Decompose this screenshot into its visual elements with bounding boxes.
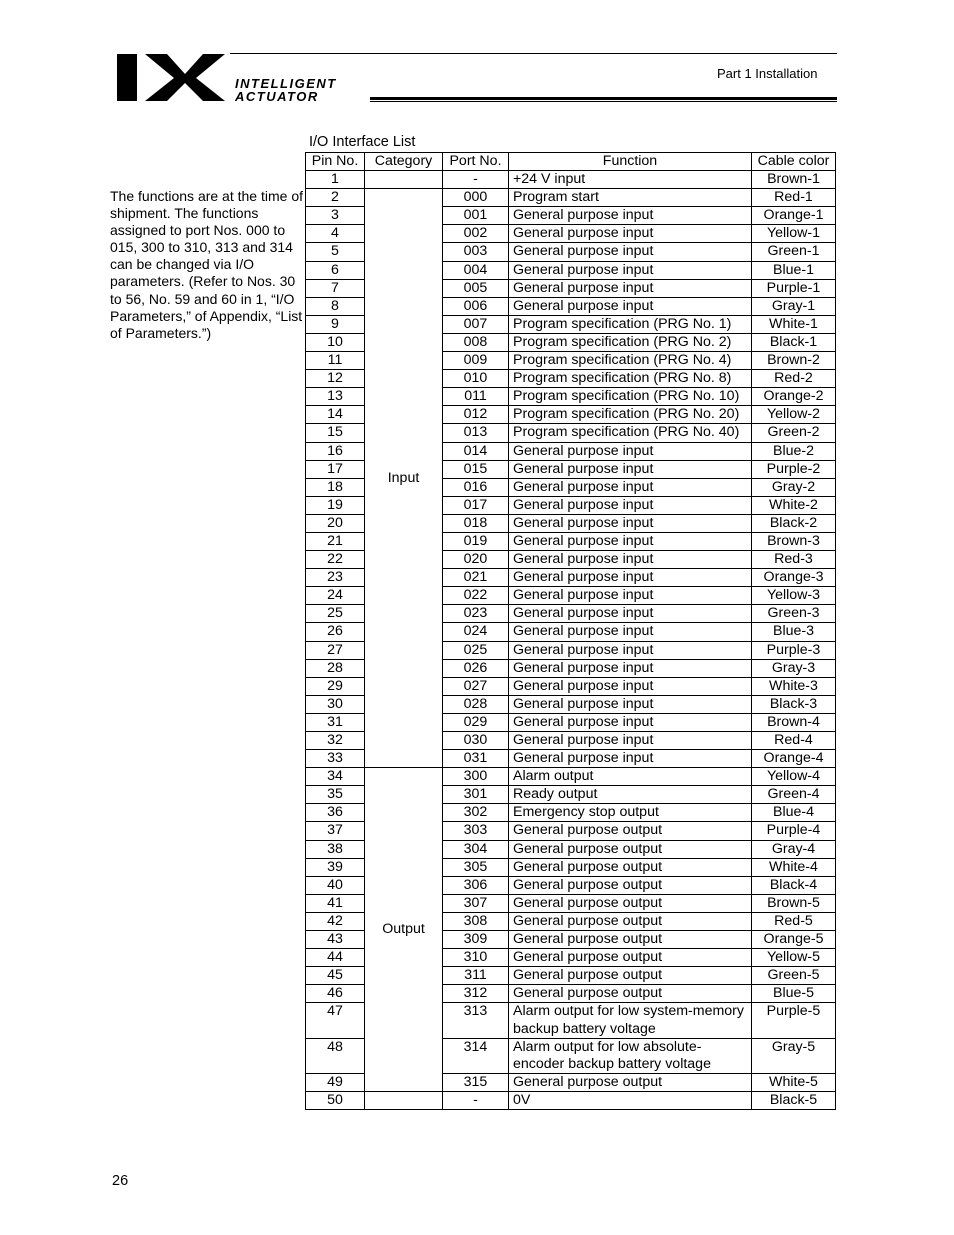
pin-cell: 17 bbox=[306, 460, 365, 478]
pin-cell: 6 bbox=[306, 261, 365, 279]
port-cell: 011 bbox=[443, 388, 509, 406]
function-cell: General purpose output bbox=[509, 822, 752, 840]
cable-color-cell: Brown-2 bbox=[752, 352, 836, 370]
port-cell: 004 bbox=[443, 261, 509, 279]
function-cell: General purpose input bbox=[509, 623, 752, 641]
port-cell: 022 bbox=[443, 587, 509, 605]
cable-color-cell: Blue-5 bbox=[752, 985, 836, 1003]
cable-color-cell: White-2 bbox=[752, 496, 836, 514]
pin-cell: 19 bbox=[306, 496, 365, 514]
function-cell: General purpose input bbox=[509, 641, 752, 659]
pin-cell: 12 bbox=[306, 370, 365, 388]
cable-color-cell: Gray-2 bbox=[752, 478, 836, 496]
function-cell: General purpose input bbox=[509, 750, 752, 768]
function-cell: General purpose input bbox=[509, 532, 752, 550]
cable-color-cell: Red-2 bbox=[752, 370, 836, 388]
cable-color-cell: Blue-2 bbox=[752, 442, 836, 460]
cable-color-cell: Black-5 bbox=[752, 1091, 836, 1109]
function-cell: General purpose output bbox=[509, 949, 752, 967]
section-label: Part 1 Installation bbox=[717, 66, 818, 81]
function-cell: General purpose output bbox=[509, 894, 752, 912]
cable-color-cell: Red-1 bbox=[752, 189, 836, 207]
category-output: Output bbox=[365, 768, 443, 1092]
port-cell: 007 bbox=[443, 315, 509, 333]
port-cell: 030 bbox=[443, 732, 509, 750]
port-cell: - bbox=[443, 1091, 509, 1109]
cable-color-cell: Blue-4 bbox=[752, 804, 836, 822]
cable-color-cell: Purple-3 bbox=[752, 641, 836, 659]
pin-cell: 37 bbox=[306, 822, 365, 840]
port-cell: 013 bbox=[443, 424, 509, 442]
pin-cell: 27 bbox=[306, 641, 365, 659]
function-cell: Alarm output for low absolute-encoder backup battery voltage bbox=[509, 1038, 752, 1073]
function-cell: General purpose output bbox=[509, 912, 752, 930]
pin-cell: 36 bbox=[306, 804, 365, 822]
pin-cell: 28 bbox=[306, 659, 365, 677]
pin-cell: 40 bbox=[306, 876, 365, 894]
cable-color-cell: Yellow-3 bbox=[752, 587, 836, 605]
port-cell: 021 bbox=[443, 569, 509, 587]
cable-color-cell: Gray-3 bbox=[752, 659, 836, 677]
header-cable-color: Cable color bbox=[752, 153, 836, 171]
pin-cell: 3 bbox=[306, 207, 365, 225]
cable-color-cell: Red-3 bbox=[752, 551, 836, 569]
pin-cell: 42 bbox=[306, 912, 365, 930]
port-cell: 027 bbox=[443, 677, 509, 695]
cable-color-cell: Orange-2 bbox=[752, 388, 836, 406]
function-cell: General purpose output bbox=[509, 858, 752, 876]
function-cell: General purpose input bbox=[509, 732, 752, 750]
cable-color-cell: Yellow-1 bbox=[752, 225, 836, 243]
pin-cell: 44 bbox=[306, 949, 365, 967]
cable-color-cell: Purple-4 bbox=[752, 822, 836, 840]
port-cell: 009 bbox=[443, 352, 509, 370]
function-cell: Program specification (PRG No. 4) bbox=[509, 352, 752, 370]
cable-color-cell: Brown-5 bbox=[752, 894, 836, 912]
pin-cell: 11 bbox=[306, 352, 365, 370]
function-cell: General purpose input bbox=[509, 496, 752, 514]
pin-cell: 39 bbox=[306, 858, 365, 876]
function-cell: General purpose input bbox=[509, 207, 752, 225]
port-cell: 023 bbox=[443, 605, 509, 623]
pin-cell: 21 bbox=[306, 532, 365, 550]
port-cell: 001 bbox=[443, 207, 509, 225]
port-cell: 304 bbox=[443, 840, 509, 858]
pin-cell: 24 bbox=[306, 587, 365, 605]
cable-color-cell: Green-2 bbox=[752, 424, 836, 442]
header-function: Function bbox=[509, 153, 752, 171]
function-cell: Program specification (PRG No. 20) bbox=[509, 406, 752, 424]
cable-color-cell: Green-1 bbox=[752, 243, 836, 261]
pin-cell: 32 bbox=[306, 732, 365, 750]
port-cell: 314 bbox=[443, 1038, 509, 1073]
function-cell: General purpose output bbox=[509, 931, 752, 949]
port-cell: 016 bbox=[443, 478, 509, 496]
pin-cell: 8 bbox=[306, 297, 365, 315]
port-cell: 303 bbox=[443, 822, 509, 840]
port-cell: 028 bbox=[443, 695, 509, 713]
port-cell: 018 bbox=[443, 514, 509, 532]
pin-cell: 23 bbox=[306, 569, 365, 587]
function-cell: General purpose input bbox=[509, 677, 752, 695]
pin-cell: 15 bbox=[306, 424, 365, 442]
pin-cell: 45 bbox=[306, 967, 365, 985]
function-cell: Program specification (PRG No. 40) bbox=[509, 424, 752, 442]
port-cell: 029 bbox=[443, 713, 509, 731]
port-cell: 026 bbox=[443, 659, 509, 677]
cable-color-cell: Purple-5 bbox=[752, 1003, 836, 1038]
port-cell: 305 bbox=[443, 858, 509, 876]
function-cell: General purpose input bbox=[509, 460, 752, 478]
pin-cell: 13 bbox=[306, 388, 365, 406]
cable-color-cell: Gray-1 bbox=[752, 297, 836, 315]
cable-color-cell: Purple-1 bbox=[752, 279, 836, 297]
pin-cell: 18 bbox=[306, 478, 365, 496]
function-cell: General purpose input bbox=[509, 605, 752, 623]
port-cell: 312 bbox=[443, 985, 509, 1003]
port-cell: 012 bbox=[443, 406, 509, 424]
port-cell: 311 bbox=[443, 967, 509, 985]
pin-cell: 1 bbox=[306, 171, 365, 189]
pin-cell: 10 bbox=[306, 333, 365, 351]
function-cell: General purpose output bbox=[509, 1073, 752, 1091]
cable-color-cell: Brown-3 bbox=[752, 532, 836, 550]
brand-line1: INTELLIGENT bbox=[235, 76, 337, 91]
header-port: Port No. bbox=[443, 153, 509, 171]
pin-cell: 9 bbox=[306, 315, 365, 333]
function-cell: Program start bbox=[509, 189, 752, 207]
pin-cell: 2 bbox=[306, 189, 365, 207]
cable-color-cell: Black-1 bbox=[752, 333, 836, 351]
port-cell: 008 bbox=[443, 333, 509, 351]
pin-cell: 38 bbox=[306, 840, 365, 858]
port-cell: 000 bbox=[443, 189, 509, 207]
io-interface-table bbox=[305, 152, 836, 1110]
pin-cell: 5 bbox=[306, 243, 365, 261]
function-cell: General purpose input bbox=[509, 569, 752, 587]
cable-color-cell: White-1 bbox=[752, 315, 836, 333]
header-rule-bottom-thin bbox=[370, 101, 837, 102]
port-cell: 002 bbox=[443, 225, 509, 243]
function-cell: General purpose input bbox=[509, 279, 752, 297]
pin-cell: 29 bbox=[306, 677, 365, 695]
brand-line2: ACTUATOR bbox=[235, 89, 319, 104]
function-cell: Program specification (PRG No. 1) bbox=[509, 315, 752, 333]
pin-cell: 50 bbox=[306, 1091, 365, 1109]
pin-cell: 46 bbox=[306, 985, 365, 1003]
function-cell: Program specification (PRG No. 10) bbox=[509, 388, 752, 406]
category-cell-empty bbox=[365, 171, 443, 189]
cable-color-cell: Blue-1 bbox=[752, 261, 836, 279]
table-row bbox=[306, 1091, 836, 1109]
port-cell: 019 bbox=[443, 532, 509, 550]
function-cell: General purpose output bbox=[509, 876, 752, 894]
cable-color-cell: Green-5 bbox=[752, 967, 836, 985]
cable-color-cell: Purple-2 bbox=[752, 460, 836, 478]
function-cell: General purpose output bbox=[509, 985, 752, 1003]
cable-color-cell: White-5 bbox=[752, 1073, 836, 1091]
cable-color-cell: Orange-1 bbox=[752, 207, 836, 225]
pin-cell: 14 bbox=[306, 406, 365, 424]
category-input: Input bbox=[365, 189, 443, 768]
function-cell: General purpose input bbox=[509, 551, 752, 569]
pin-cell: 34 bbox=[306, 768, 365, 786]
function-cell: General purpose input bbox=[509, 713, 752, 731]
function-cell: General purpose input bbox=[509, 659, 752, 677]
table-row bbox=[306, 171, 836, 189]
pin-cell: 4 bbox=[306, 225, 365, 243]
port-cell: 025 bbox=[443, 641, 509, 659]
function-cell: General purpose input bbox=[509, 695, 752, 713]
function-cell: Emergency stop output bbox=[509, 804, 752, 822]
header-category: Category bbox=[365, 153, 443, 171]
port-cell: 017 bbox=[443, 496, 509, 514]
pin-cell: 30 bbox=[306, 695, 365, 713]
cable-color-cell: Black-3 bbox=[752, 695, 836, 713]
port-cell: 308 bbox=[443, 912, 509, 930]
table-row bbox=[306, 189, 836, 207]
pin-cell: 26 bbox=[306, 623, 365, 641]
table-header-row bbox=[306, 153, 836, 171]
function-cell: General purpose input bbox=[509, 478, 752, 496]
pin-cell: 48 bbox=[306, 1038, 365, 1073]
pin-cell: 31 bbox=[306, 713, 365, 731]
table-row bbox=[306, 768, 836, 786]
cable-color-cell: Gray-5 bbox=[752, 1038, 836, 1073]
port-cell: 307 bbox=[443, 894, 509, 912]
port-cell: 020 bbox=[443, 551, 509, 569]
pin-cell: 33 bbox=[306, 750, 365, 768]
page-number: 26 bbox=[112, 1173, 129, 1189]
cable-color-cell: Brown-1 bbox=[752, 171, 836, 189]
function-cell: 0V bbox=[509, 1091, 752, 1109]
pin-cell: 20 bbox=[306, 514, 365, 532]
port-cell: - bbox=[443, 171, 509, 189]
cable-color-cell: White-3 bbox=[752, 677, 836, 695]
function-cell: General purpose output bbox=[509, 840, 752, 858]
port-cell: 024 bbox=[443, 623, 509, 641]
header-rule-top bbox=[230, 53, 837, 54]
port-cell: 300 bbox=[443, 768, 509, 786]
pin-cell: 43 bbox=[306, 931, 365, 949]
cable-color-cell: Green-3 bbox=[752, 605, 836, 623]
cable-color-cell: Red-4 bbox=[752, 732, 836, 750]
function-cell: General purpose input bbox=[509, 442, 752, 460]
cable-color-cell: Yellow-5 bbox=[752, 949, 836, 967]
cable-color-cell: Gray-4 bbox=[752, 840, 836, 858]
port-cell: 313 bbox=[443, 1003, 509, 1038]
function-cell: Alarm output for low system-memory backup battery voltage bbox=[509, 1003, 752, 1038]
port-cell: 003 bbox=[443, 243, 509, 261]
function-cell: General purpose input bbox=[509, 243, 752, 261]
cable-color-cell: Black-4 bbox=[752, 876, 836, 894]
pin-cell: 7 bbox=[306, 279, 365, 297]
port-cell: 031 bbox=[443, 750, 509, 768]
cable-color-cell: Red-5 bbox=[752, 912, 836, 930]
cable-color-cell: Yellow-4 bbox=[752, 768, 836, 786]
port-cell: 302 bbox=[443, 804, 509, 822]
cable-color-cell: Green-4 bbox=[752, 786, 836, 804]
table-title: I/O Interface List bbox=[309, 134, 416, 150]
port-cell: 014 bbox=[443, 442, 509, 460]
port-cell: 005 bbox=[443, 279, 509, 297]
cable-color-cell: Brown-4 bbox=[752, 713, 836, 731]
function-cell: General purpose input bbox=[509, 587, 752, 605]
port-cell: 306 bbox=[443, 876, 509, 894]
function-cell: +24 V input bbox=[509, 171, 752, 189]
cable-color-cell: Blue-3 bbox=[752, 623, 836, 641]
side-note: The functions are at the time of shipment. The functions assigned to port Nos. 000 to 015, 300 to 310, 313 and 314 can be changed via I/O parameters. (Refer to Nos. 30 to 56, No. 59 and 60 in 1, “I/O Parameters,” of Appendix, “List of Parameters.”) bbox=[110, 188, 303, 341]
function-cell: General purpose input bbox=[509, 514, 752, 532]
pin-cell: 35 bbox=[306, 786, 365, 804]
function-cell: Program specification (PRG No. 8) bbox=[509, 370, 752, 388]
port-cell: 301 bbox=[443, 786, 509, 804]
port-cell: 015 bbox=[443, 460, 509, 478]
function-cell: General purpose input bbox=[509, 261, 752, 279]
header-pin: Pin No. bbox=[306, 153, 365, 171]
cable-color-cell: Orange-3 bbox=[752, 569, 836, 587]
category-cell-empty bbox=[365, 1091, 443, 1109]
port-cell: 310 bbox=[443, 949, 509, 967]
cable-color-cell: Orange-4 bbox=[752, 750, 836, 768]
function-cell: General purpose input bbox=[509, 225, 752, 243]
function-cell: General purpose output bbox=[509, 967, 752, 985]
port-cell: 006 bbox=[443, 297, 509, 315]
pin-cell: 41 bbox=[306, 894, 365, 912]
function-cell: Program specification (PRG No. 2) bbox=[509, 333, 752, 351]
company-logo bbox=[115, 50, 400, 105]
cable-color-cell: Black-2 bbox=[752, 514, 836, 532]
function-cell: Alarm output bbox=[509, 768, 752, 786]
function-cell: General purpose input bbox=[509, 297, 752, 315]
pin-cell: 49 bbox=[306, 1073, 365, 1091]
port-cell: 309 bbox=[443, 931, 509, 949]
port-cell: 315 bbox=[443, 1073, 509, 1091]
header-rule-bottom bbox=[370, 97, 837, 100]
pin-cell: 22 bbox=[306, 551, 365, 569]
pin-cell: 25 bbox=[306, 605, 365, 623]
function-cell: Ready output bbox=[509, 786, 752, 804]
cable-color-cell: Yellow-2 bbox=[752, 406, 836, 424]
cable-color-cell: White-4 bbox=[752, 858, 836, 876]
pin-cell: 47 bbox=[306, 1003, 365, 1038]
pin-cell: 16 bbox=[306, 442, 365, 460]
port-cell: 010 bbox=[443, 370, 509, 388]
cable-color-cell: Orange-5 bbox=[752, 931, 836, 949]
